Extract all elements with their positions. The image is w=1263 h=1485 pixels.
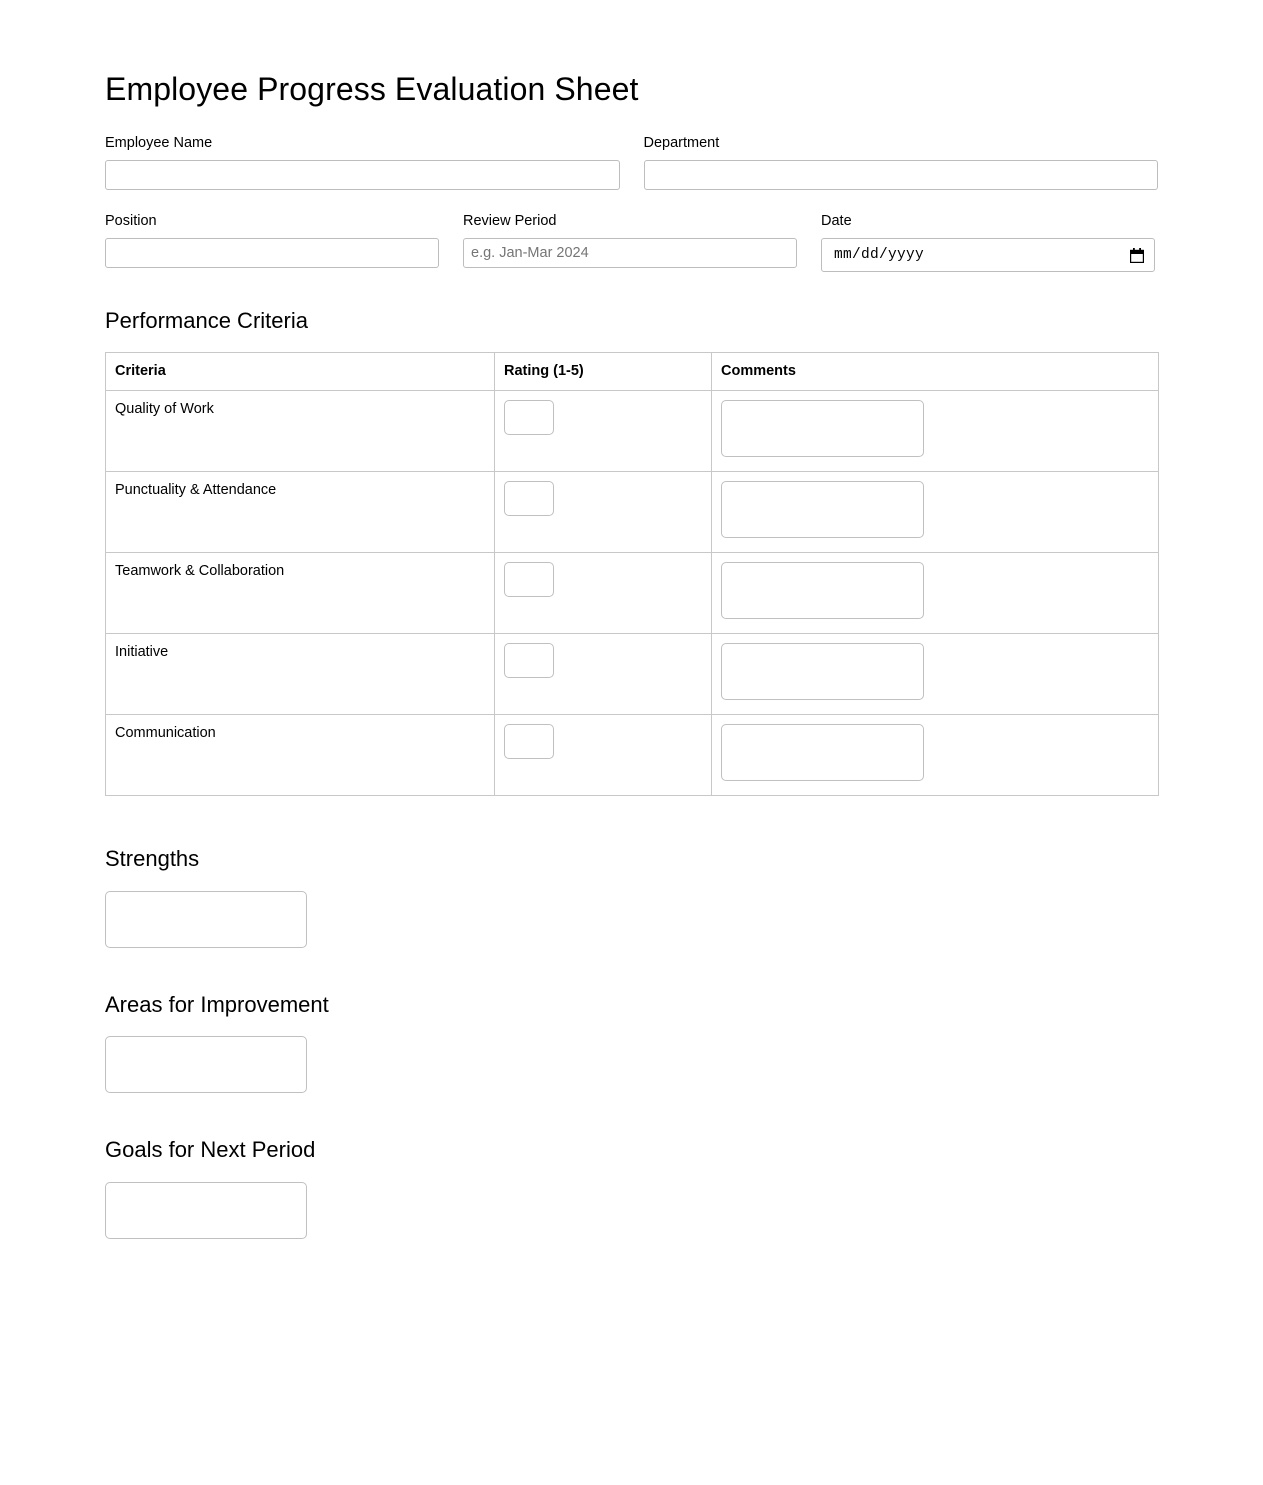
date-input-value: mm/dd/yyyy [834,247,925,264]
table-row [106,391,1159,472]
column-header-criteria: Criteria [106,353,495,391]
position-input[interactable] [105,238,439,268]
comments-cell [712,553,1159,634]
criteria-cell [106,634,495,715]
rating-input[interactable] [504,724,554,759]
comments-input[interactable] [721,400,924,457]
strengths-title: Strengths [105,846,200,872]
table-row [106,634,1159,715]
review-period-input[interactable] [463,238,797,268]
rating-input[interactable] [504,562,554,597]
rating-cell [495,715,712,796]
date-label: Date [821,213,852,230]
goals-for-next-period-input[interactable] [105,1182,307,1239]
employee-name-field-group [105,134,620,190]
page-title: Employee Progress Evaluation Sheet [105,71,639,107]
column-header-rating: Rating (1-5) [495,353,712,391]
position-label: Position [105,213,157,230]
table-header-row [106,353,1159,391]
goals-for-next-period-section [105,1137,1158,1238]
rating-cell [495,634,712,715]
comments-cell [712,472,1159,553]
rating-cell [495,391,712,472]
criteria-label: Communication [115,725,216,742]
employee-name-input[interactable] [105,160,620,190]
rating-cell [495,472,712,553]
comments-input[interactable] [721,724,924,781]
strengths-input[interactable] [105,891,307,948]
rating-input[interactable] [504,481,554,516]
criteria-label: Quality of Work [115,401,214,418]
date-field-group [821,212,1155,272]
comments-input[interactable] [721,643,924,700]
performance-criteria-table [105,352,1159,796]
table-body [106,391,1159,796]
rating-input[interactable] [504,400,554,435]
role-period-row [105,212,1158,272]
criteria-label: Initiative [115,644,169,661]
department-input[interactable] [644,160,1159,190]
employee-name-label: Employee Name [105,135,213,152]
review-period-label: Review Period [463,213,557,230]
comments-cell [712,391,1159,472]
table-row [106,472,1159,553]
criteria-cell [106,472,495,553]
areas-for-improvement-section [105,992,1158,1093]
table-header [106,353,1159,391]
rating-cell [495,553,712,634]
date-input[interactable] [821,238,1155,272]
criteria-cell [106,391,495,472]
performance-criteria-title: Performance Criteria [105,308,308,334]
criteria-label: Teamwork & Collaboration [115,563,285,580]
rating-input[interactable] [504,643,554,678]
criteria-cell [106,715,495,796]
areas-for-improvement-title: Areas for Improvement [105,991,329,1017]
identity-row [105,134,1158,190]
areas-for-improvement-input[interactable] [105,1036,307,1093]
table-row [106,715,1159,796]
department-label: Department [643,135,720,152]
column-header-comments: Comments [712,353,1159,391]
criteria-label: Punctuality & Attendance [115,482,277,499]
comments-input[interactable] [721,562,924,619]
criteria-cell [106,553,495,634]
position-field-group [105,212,439,268]
review-period-field-group [463,212,797,268]
table-row [106,553,1159,634]
calendar-icon[interactable] [1130,248,1144,263]
goals-for-next-period-title: Goals for Next Period [105,1137,316,1163]
strengths-section [105,846,1158,947]
comments-cell [712,634,1159,715]
department-field-group [644,134,1159,190]
comments-cell [712,715,1159,796]
comments-input[interactable] [721,481,924,538]
